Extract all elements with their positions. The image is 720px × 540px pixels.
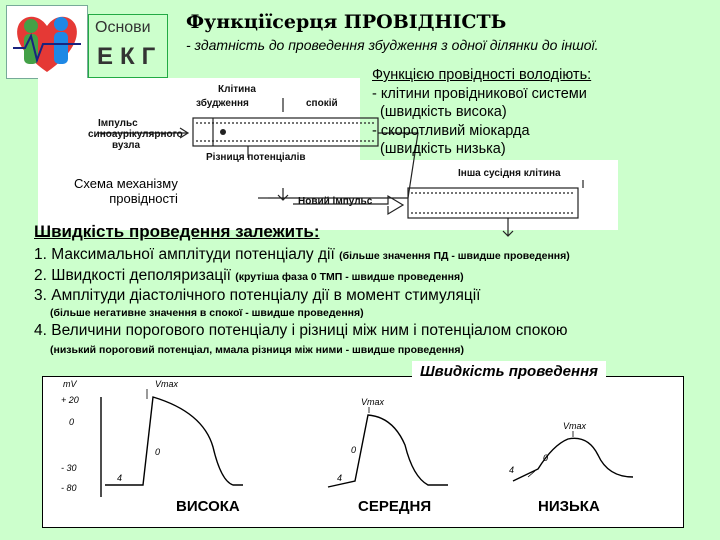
graphs-title: Швидкість проведення xyxy=(412,361,606,382)
factor-note: (низький пороговий потенціал, ммала різниця між ними - швидше проведення) xyxy=(50,344,464,356)
label-excitation: збудження xyxy=(196,98,249,109)
label-other-cell: Інша сусідня клітина xyxy=(458,168,561,179)
factor-item xyxy=(34,246,570,264)
scheme-caption-line: Схема механізму xyxy=(74,176,178,191)
phase-label: 0 xyxy=(351,445,357,455)
curve-medium xyxy=(328,415,448,487)
factor-item xyxy=(34,322,568,340)
page-title: Функціїсерця ПРОВІДНІСТЬ xyxy=(186,11,507,33)
factor-note: (більше негативне значення в спокої - швидше проведення) xyxy=(50,307,364,319)
badge-bottom-text: ЕКГ xyxy=(97,43,163,70)
vmax-label: Vmax xyxy=(361,397,385,407)
conduction-carriers xyxy=(372,66,591,159)
graph-label-low: НИЗЬКА xyxy=(538,498,600,515)
factor-text: 2. Швидкості деполяризації xyxy=(34,267,231,284)
factor-item xyxy=(34,267,464,285)
carriers-line: - скоротливий міокарда xyxy=(372,122,530,139)
factor-text: 3. Амплітуди діастолічного потенціалу дії в момент стимуляції xyxy=(34,287,481,304)
label-cell: Клітина xyxy=(218,84,256,95)
phase-label: 0 xyxy=(543,453,549,463)
factor-note: (більше значення ПД - швидше проведення) xyxy=(339,250,570,262)
factor-note: (крутіша фаза 0 ТМП - швидше проведення) xyxy=(235,271,464,283)
page-subtitle: - здатність до проведення збудження з одної ділянки до іншої. xyxy=(186,37,599,53)
factor-text: 1. Максимальної амплітуди потенціалу дії xyxy=(34,246,335,263)
phase-label: 0 xyxy=(155,447,161,457)
scheme-caption xyxy=(74,176,178,206)
factor-text: 4. Величини порогового потенціалу і різниці між ним і потенціалом спокою xyxy=(34,322,568,339)
axis-tick: - 30 xyxy=(61,463,77,473)
graph-label-high: ВИСОКА xyxy=(176,498,240,515)
axis-tick: 0 xyxy=(69,417,75,427)
axis-unit: mV xyxy=(63,379,77,389)
vmax-label: Vmax xyxy=(563,421,587,431)
logo xyxy=(6,5,88,79)
curve-high xyxy=(105,397,243,485)
heart-people-logo-icon xyxy=(7,6,87,78)
label-node-1: синоаурікулярного xyxy=(88,129,183,140)
axis-tick: - 80 xyxy=(61,483,77,493)
label-impulse: Імпульс xyxy=(98,118,138,129)
carriers-line: - клітини провідникової системи xyxy=(372,85,587,102)
label-new-impulse: Новий імпульс xyxy=(298,196,373,207)
phase-label: 4 xyxy=(509,465,515,475)
phase-label: 4 xyxy=(117,473,123,483)
graph-label-medium: СЕРЕДНЯ xyxy=(358,498,432,515)
axis-tick: + 20 xyxy=(61,395,79,405)
phase-label: 4 xyxy=(337,473,343,483)
carriers-line: (швидкість висока) xyxy=(372,104,507,120)
label-node-2: вузла xyxy=(112,140,141,151)
label-potential-diff: Різниця потенціалів xyxy=(206,152,306,163)
carriers-heading: Функцією провідності володіють: xyxy=(372,67,592,83)
label-rest: спокій xyxy=(306,98,338,109)
badge-top-text: Основи xyxy=(95,19,151,36)
carriers-line: (швидкість низька) xyxy=(372,141,506,157)
factors-heading: Швидкість проведення залежить: xyxy=(34,222,320,241)
vmax-label: Vmax xyxy=(155,379,179,389)
scheme-caption-line: провідності xyxy=(109,191,178,206)
course-badge xyxy=(88,14,168,78)
factor-item xyxy=(34,287,480,305)
